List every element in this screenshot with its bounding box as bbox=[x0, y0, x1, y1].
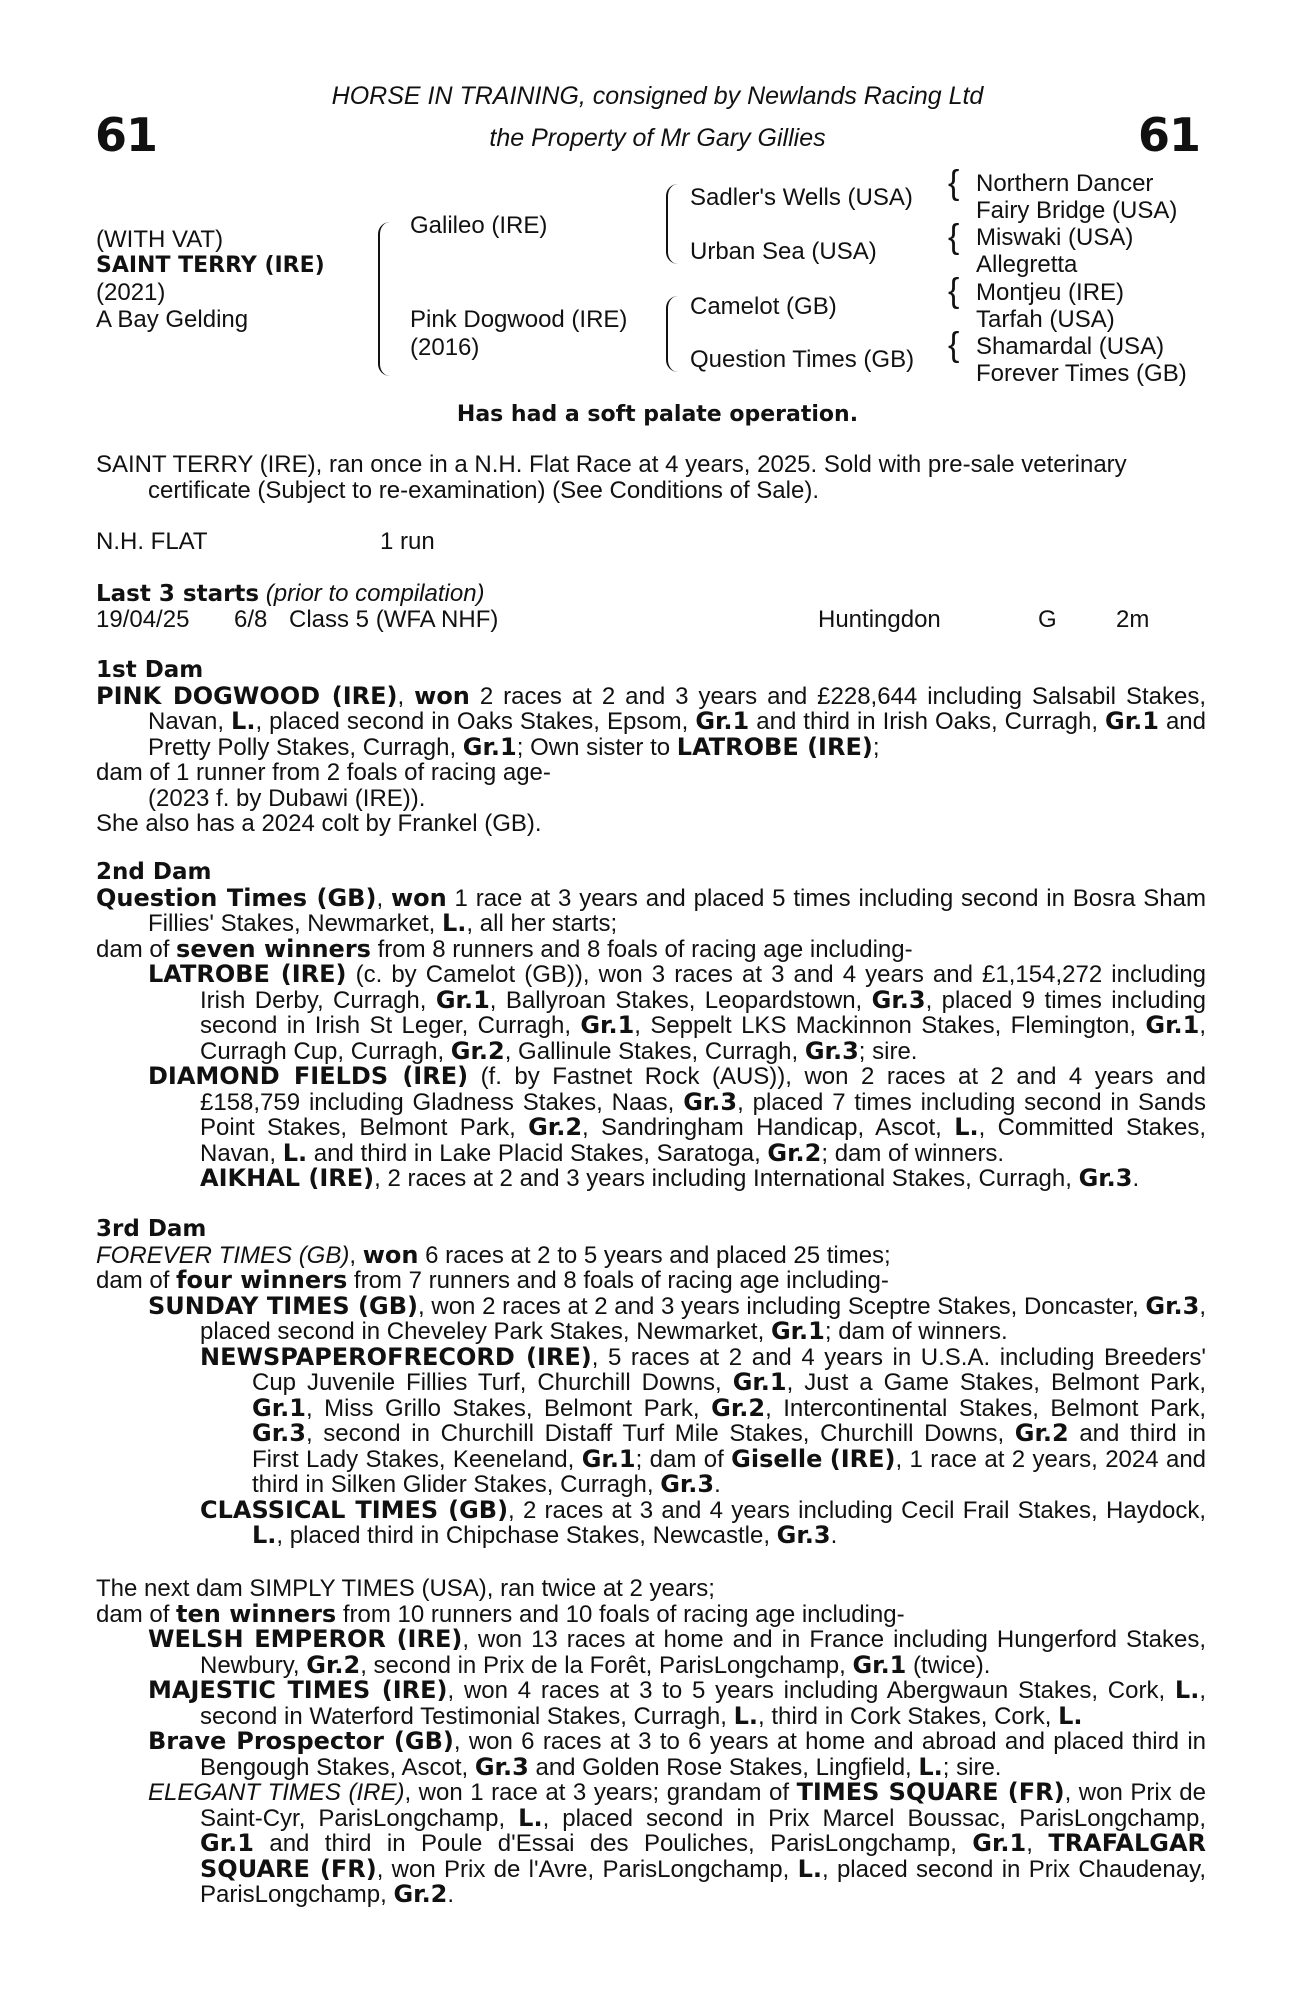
pedigree-g2: Fairy Bridge (USA) bbox=[976, 197, 1178, 224]
last-start-position: 6/8 bbox=[234, 606, 268, 633]
third-dam-heading: 3rd Dam bbox=[96, 1216, 207, 1242]
last-start-course: Huntingdon bbox=[818, 606, 941, 633]
owner-line: the Property of Mr Gary Gillies bbox=[489, 124, 826, 152]
last-start-date: 19/04/25 bbox=[96, 606, 190, 633]
horse-description: A Bay Gelding bbox=[96, 306, 249, 333]
last-start-distance: 2m bbox=[1116, 606, 1150, 633]
pedigree-sire-dam: Urban Sea (USA) bbox=[690, 238, 877, 265]
pedigree-brace-dogwood-top bbox=[666, 296, 678, 332]
pedigree-sire-sire: Sadler's Wells (USA) bbox=[690, 184, 913, 211]
pedigree-g5: Montjeu (IRE) bbox=[976, 279, 1125, 306]
lot-number-left: 61 bbox=[95, 108, 158, 162]
last-start-race: Class 5 (WFA NHF) bbox=[289, 606, 499, 633]
first-dam-heading: 1st Dam bbox=[96, 657, 204, 683]
pedigree-g6: Tarfah (USA) bbox=[976, 306, 1115, 333]
pedigree-g1: Northern Dancer bbox=[976, 170, 1154, 197]
pedigree-brace-dogwood-bottom bbox=[666, 332, 678, 372]
pedigree-g3: Miswaki (USA) bbox=[976, 224, 1134, 251]
pedigree-g8: Forever Times (GB) bbox=[976, 360, 1187, 387]
pedigree-brace-galileo-bottom bbox=[666, 228, 678, 264]
last-start-going: G bbox=[1038, 606, 1057, 633]
pedigree-brace-dam bbox=[378, 318, 390, 376]
pedigree-dam: Pink Dogwood (IRE) bbox=[410, 306, 628, 333]
third-dam-section: 3rd Dam FOREVER TIMES (GB), won 6 races at 2 to 5 years and placed 25 times; dam of four winners from 7 runners and 8 foals of racing age including- SUNDAY TIMES (GB), won 2 races at 2 and 3 years including Sceptre Stakes, Doncaster, Gr.3, placed second in Cheveley Park Stakes, Newmarket, Gr.1; dam of winners. NEWSPAPEROFRECORD (IRE), 5 races at 2 and 4 years in U.S.A. including Breeders' Cup Juvenile Fillies Turf, Churchill Downs, Gr.1, Just a Game Stakes, Belmont Park, Gr.1, Miss Grillo Stakes, Belmont Park, Gr.2, Intercontinental Stakes, Belmont Park, Gr.3, second in Churchill Distaff Turf Mile Stakes, Churchill Downs, Gr.2 and third in First Lady Stakes, Keeneland, Gr.1; dam of Giselle (IRE), 1 race at 2 years, 2024 and third in Silken Glider Stakes, Curragh, Gr.3. CLASSICAL TIMES (GB), 2 races at 3 and 4 years including Cecil Frail Stakes, Haydock, L., placed third in Chipchase Stakes, Newcastle, Gr.3. bbox=[96, 1216, 1207, 1549]
pedigree-brace-g3: { bbox=[948, 272, 960, 310]
horse-summary: SAINT TERRY (IRE), ran once in a N.H. Flat Race at 4 years, 2025. Sold with pre-sale veterinary certificate (Subject to re-examination) (See Conditions of Sale). bbox=[96, 451, 1127, 504]
pedigree-brace-sire bbox=[378, 222, 390, 318]
pedigree-dam-year: (2016) bbox=[410, 334, 480, 361]
horse-name: SAINT TERRY (IRE) bbox=[96, 253, 325, 278]
lot-number-right: 61 bbox=[1137, 108, 1200, 162]
record-type: N.H. FLAT bbox=[96, 528, 208, 555]
last-starts-heading: Last 3 starts (prior to compilation) bbox=[96, 580, 485, 607]
second-dam-section: 2nd Dam Question Times (GB), won 1 race at 3 years and placed 5 times including second in Bosra Sham Fillies' Stakes, Newmarket, L., all her starts; dam of seven winners from 8 runners and 8 foals of racing age including- LATROBE (IRE) (c. by Camelot (GB)), won 3 races at 3 and 4 years and £1,154,272 including Irish Derby, Curragh, Gr.1, Ballyroan Stakes, Leopardstown, Gr.3, placed 9 times including second in Irish St Leger, Curragh, Gr.1, Seppelt LKS Mackinnon Stakes, Flemington, Gr.1, Curragh Cup, Curragh, Gr.2, Gallinule Stakes, Curragh, Gr.3; sire. DIAMOND FIELDS (IRE) (f. by Fastnet Rock (AUS)), won 2 races at 2 and 4 years and £158,759 including Gladness Stakes, Naas, Gr.3, placed 7 times including second in Sands Point Stakes, Belmont Park, Gr.2, Sandringham Handicap, Ascot, L., Committed Stakes, Navan, L. and third in Lake Placid Stakes, Saratoga, Gr.2; dam of winners. AIKHAL (IRE), 2 races at 2 and 3 years including International Stakes, Curragh, Gr.3. bbox=[96, 859, 1207, 1192]
pedigree-dam-sire: Camelot (GB) bbox=[690, 293, 837, 320]
operation-note: Has had a soft palate operation. bbox=[456, 402, 859, 427]
pedigree-brace-g4: { bbox=[948, 326, 960, 364]
pedigree-g4: Allegretta bbox=[976, 251, 1078, 278]
fourth-dam-section: The next dam SIMPLY TIMES (USA), ran twice at 2 years; dam of ten winners from 10 runners and 10 foals of racing age including- WELSH EMPEROR (IRE), won 13 races at home and in France including Hungerford Stakes, Newbury, Gr.2, second in Prix de la Forêt, ParisLongchamp, Gr.1 (twice). MAJESTIC TIMES (IRE), won 4 races at 3 to 5 years including Abergwaun Stakes, Cork, L., second in Waterford Testimonial Stakes, Curragh, L., third in Cork Stakes, Cork, L. Brave Prospector (GB), won 6 races at 3 to 6 years at home and abroad and placed third in Bengough Stakes, Ascot, Gr.3 and Golden Rose Stakes, Lingfield, L.; sire. ELEGANT TIMES (IRE), won 1 race at 3 years; grandam of TIMES SQUARE (FR), won Prix de Saint-Cyr, ParisLongchamp, L., placed second in Prix Marcel Boussac, ParisLongchamp, Gr.1 and third in Poule d'Essai des Pouliches, ParisLongchamp, Gr.1, TRAFALGAR SQUARE (FR), won Prix de l'Avre, ParisLongchamp, L., placed second in Prix Chaudenay, ParisLongchamp, Gr.2. bbox=[96, 1575, 1207, 1908]
consignor-line: HORSE IN TRAINING, consigned by Newlands Racing Ltd bbox=[331, 82, 984, 110]
pedigree-dam-dam: Question Times (GB) bbox=[690, 346, 915, 373]
horse-year: (2021) bbox=[96, 279, 166, 306]
second-dam-heading: 2nd Dam bbox=[96, 859, 212, 885]
first-dam-section: 1st Dam PINK DOGWOOD (IRE), won 2 races at 2 and 3 years and £228,644 including Salsabil Stakes, Navan, L., placed second in Oaks Stakes, Epsom, Gr.1 and third in Irish Oaks, Curragh, Gr.1 and Pretty Polly Stakes, Curragh, Gr.1; Own sister to LATROBE (IRE); dam of 1 runner from 2 foals of racing age- (2023 f. by Dubawi (IRE)). She also has a 2024 colt by Frankel (GB). bbox=[96, 657, 1207, 837]
pedigree-sire: Galileo (IRE) bbox=[410, 212, 548, 239]
pedigree-brace-g2: { bbox=[948, 218, 960, 256]
vat-label: (WITH VAT) bbox=[96, 226, 224, 253]
record-runs: 1 run bbox=[380, 528, 435, 555]
pedigree-g7: Shamardal (USA) bbox=[976, 333, 1165, 360]
pedigree-brace-galileo-top bbox=[666, 184, 678, 228]
pedigree-brace-g1: { bbox=[948, 164, 960, 202]
